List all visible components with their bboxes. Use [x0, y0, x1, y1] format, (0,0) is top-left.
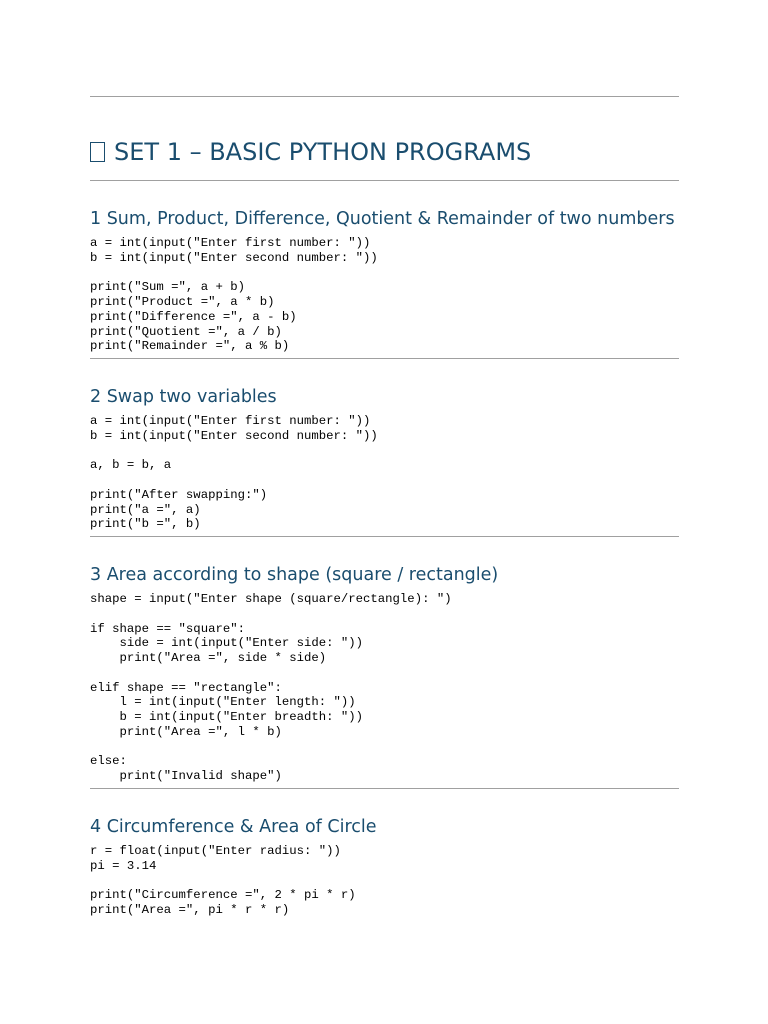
top-divider [90, 96, 679, 97]
code-block: a = int(input("Enter first number: ")) b = int(input("Enter second number: ")) print("Sum =", a + b) print("Product =", a * b) print("Difference =", a - b) print("Quotient =", a / b) print("Remainder =", a % b) [90, 236, 378, 354]
section-divider [90, 788, 679, 789]
section-heading: 4 Circumference & Area of Circle [90, 816, 377, 837]
code-block: a = int(input("Enter first number: ")) b = int(input("Enter second number: ")) a, b = b, a print("After swapping:") print("a =", a) print("b =", b) [90, 414, 378, 532]
title-divider [90, 180, 679, 181]
section-heading: 2 Swap two variables [90, 387, 277, 407]
section-circle [90, 816, 679, 918]
section-swap [90, 386, 679, 537]
section-divider [90, 358, 679, 359]
missing-glyph-icon [90, 142, 105, 162]
document-page [90, 96, 679, 918]
code-block: r = float(input("Enter radius: ")) pi = 3.14 print("Circumference =", 2 * pi * r) print("Area =", pi * r * r) [90, 843, 356, 917]
section-sum-product [90, 208, 679, 359]
section-divider [90, 536, 679, 537]
page-title-text: SET 1 – BASIC PYTHON PROGRAMS [114, 138, 532, 166]
code-block: shape = input("Enter shape (square/rectangle): ") if shape == "square": side = int(input("Enter side: ")) print("Area =", side * side) elif shape == "rectangle": l = int(input("Enter length: ")) b = int(input("Enter breadth: ")) print("Area =", l * b) else: print("Invalid shape") [90, 592, 452, 783]
section-area-shape [90, 564, 679, 789]
page-title [90, 137, 679, 167]
section-heading: 3 Area according to shape (square / rectangle) [90, 565, 499, 585]
section-heading: 1 Sum, Product, Difference, Quotient & Remainder of two numbers [90, 209, 675, 229]
